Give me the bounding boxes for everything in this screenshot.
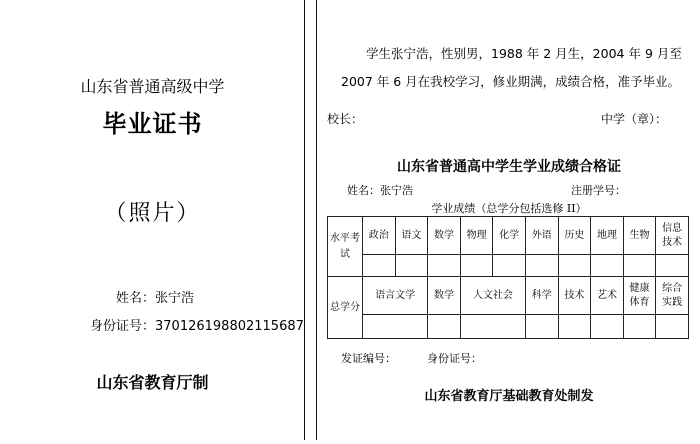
- credits-label: 总学分: [328, 277, 363, 339]
- credit-subject-cell: 人文社会: [460, 277, 525, 315]
- subject-cell: 地理: [591, 217, 624, 255]
- certificate-inner-page: [316, 0, 700, 440]
- school-seal-label: 中学（章）：: [601, 112, 668, 126]
- grades-table: [327, 216, 689, 339]
- photo-placeholder: （照片）: [104, 201, 201, 226]
- credit-cell: [623, 315, 656, 339]
- subject-cell: 语文: [395, 217, 428, 255]
- certificate-title: 毕业证书: [102, 110, 203, 138]
- credit-subject-cell: 语言文学: [363, 277, 428, 315]
- graduation-statement: 学生张宁浩，性别男，1988 年 2 月生，2004 年 9 月至 2007 年 6 月在我校学习，修业期满，成绩合格，准予毕业。: [341, 46, 682, 89]
- subject-cell: 信息技术: [656, 217, 689, 255]
- level-exam-header-row: [328, 217, 689, 255]
- grade-cell: [363, 255, 396, 277]
- credit-cell: [363, 315, 428, 339]
- student-name-line: [347, 182, 413, 198]
- subject-cell: 外语: [525, 217, 558, 255]
- subject-cell: 政治: [363, 217, 396, 255]
- credit-subject-cell: 科学: [525, 277, 558, 315]
- credit-cell: [525, 315, 558, 339]
- subject-cell: 历史: [558, 217, 591, 255]
- credits-value-row: [328, 315, 689, 339]
- subject-cell: 生物: [623, 217, 656, 255]
- id-number-line: [90, 315, 304, 334]
- school-name: 山东省普通高级中学: [80, 77, 225, 96]
- certificate-number-label: 发证编号：: [341, 352, 396, 365]
- grades-section-title: 学业成绩（总学分包括选修 II）: [431, 202, 587, 215]
- grade-cell: [558, 255, 591, 277]
- grade-cell: [493, 255, 526, 277]
- issuing-department: 山东省教育厅基础教育处制发: [424, 389, 594, 404]
- level-exam-value-row: [328, 255, 689, 277]
- credit-subject-cell: 艺术: [591, 277, 624, 315]
- graduation-certificate-cover: [0, 0, 305, 440]
- name-label: 姓名：: [347, 184, 380, 197]
- subject-cell: 化学: [493, 217, 526, 255]
- credits-header-row: [328, 277, 689, 315]
- id-number: 370126198802115687: [155, 319, 304, 334]
- grade-cell: [460, 255, 493, 277]
- registration-number-label: 注册学号：: [571, 184, 626, 197]
- id-label: 身份证号：: [90, 319, 156, 334]
- id-number-label: 身份证号：: [427, 352, 482, 365]
- level-exam-label: 水平考试: [328, 217, 363, 277]
- subject-cell: 物理: [460, 217, 493, 255]
- student-name: 张宁浩: [380, 184, 413, 197]
- grade-cell: [656, 255, 689, 277]
- issuer: 山东省教育厅制: [96, 373, 209, 392]
- grade-cell: [623, 255, 656, 277]
- credit-subject-cell: 数学: [428, 277, 461, 315]
- student-name-line: [116, 287, 194, 306]
- credit-subject-cell: 健康体育: [623, 277, 656, 315]
- credit-cell: [656, 315, 689, 339]
- grade-cell: [428, 255, 461, 277]
- credit-subject-cell: 技术: [558, 277, 591, 315]
- subject-cell: 数学: [428, 217, 461, 255]
- credit-cell: [558, 315, 591, 339]
- credit-cell: [591, 315, 624, 339]
- grade-cell: [591, 255, 624, 277]
- credit-subject-cell: 综合实践: [656, 277, 689, 315]
- credit-cell: [428, 315, 461, 339]
- grade-cell: [525, 255, 558, 277]
- name-label: 姓名：: [116, 291, 156, 306]
- grades-certificate-title: 山东省普通高中学生学业成绩合格证: [397, 159, 621, 175]
- grade-cell: [395, 255, 428, 277]
- principal-label: 校长：: [327, 112, 364, 126]
- credit-cell: [460, 315, 525, 339]
- student-name: 张宁浩: [155, 291, 195, 306]
